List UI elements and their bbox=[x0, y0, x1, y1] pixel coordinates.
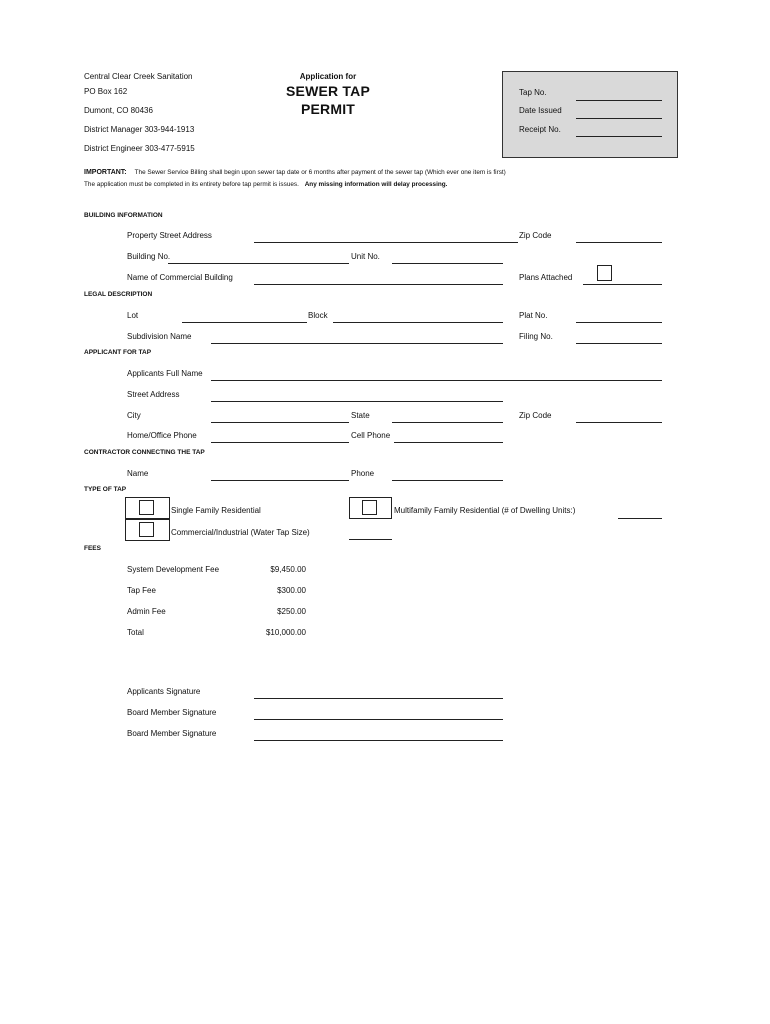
plat-no-label: Plat No. bbox=[519, 311, 548, 320]
applicant-state-label: State bbox=[351, 411, 370, 420]
legal-description-header: LEGAL DESCRIPTION bbox=[84, 291, 153, 298]
receipt-no-field[interactable] bbox=[576, 136, 662, 137]
plans-attached-label: Plans Attached bbox=[519, 273, 573, 282]
block-label: Block bbox=[308, 311, 328, 320]
applicant-header: APPLICANT FOR TAP bbox=[84, 349, 152, 356]
building-info-header: BUILDING INFORMATION bbox=[84, 212, 163, 219]
lot-field[interactable] bbox=[182, 322, 307, 323]
title-line2: PERMIT bbox=[300, 101, 356, 117]
building-no-field[interactable] bbox=[168, 263, 349, 264]
tap-no-label: Tap No. bbox=[519, 88, 547, 97]
important-text-1: The Sewer Service Billing shall begin upon sewer tap date or 6 months after payment of the sewer tap (Which ever one item is first) bbox=[134, 169, 506, 176]
cell-phone-field[interactable] bbox=[394, 442, 503, 443]
tap-no-field[interactable] bbox=[576, 100, 662, 101]
applicant-street-field[interactable] bbox=[211, 401, 503, 402]
applicant-zip-label: Zip Code bbox=[519, 411, 552, 420]
subdivision-field[interactable] bbox=[211, 343, 503, 344]
important-notice-line2 bbox=[84, 181, 447, 188]
receipt-no-label: Receipt No. bbox=[519, 125, 561, 134]
org-manager-phone: District Manager 303-944-1913 bbox=[84, 125, 195, 134]
fee-amount: $300.00 bbox=[277, 586, 306, 595]
title-pre: Application for bbox=[299, 72, 357, 81]
org-name: Central Clear Creek Sanitation bbox=[84, 72, 193, 81]
plans-attached-line bbox=[583, 284, 662, 285]
single-family-checkbox[interactable] bbox=[139, 500, 154, 515]
applicant-signature-label: Applicants Signature bbox=[127, 687, 201, 696]
fee-amount: $9,450.00 bbox=[270, 565, 306, 574]
multifamily-checkbox[interactable] bbox=[362, 500, 377, 515]
dwelling-units-field[interactable] bbox=[618, 518, 662, 519]
lot-label: Lot bbox=[127, 311, 139, 320]
board-signature-1-label: Board Member Signature bbox=[127, 708, 217, 717]
date-issued-field[interactable] bbox=[576, 118, 662, 119]
applicant-city-label: City bbox=[127, 411, 141, 420]
single-family-label: Single Family Residential bbox=[171, 506, 261, 515]
board-signature-2-field[interactable] bbox=[254, 740, 503, 741]
unit-no-label: Unit No. bbox=[351, 252, 380, 261]
water-tap-size-field[interactable] bbox=[349, 539, 392, 540]
fee-total-label: Total bbox=[127, 628, 144, 637]
fees-header: FEES bbox=[84, 545, 101, 552]
unit-no-field[interactable] bbox=[392, 263, 503, 264]
applicant-name-label: Applicants Full Name bbox=[127, 369, 203, 378]
important-label: IMPORTANT: bbox=[84, 169, 127, 176]
applicant-signature-field[interactable] bbox=[254, 698, 503, 699]
building-zip-field[interactable] bbox=[576, 242, 662, 243]
contractor-phone-field[interactable] bbox=[392, 480, 503, 481]
board-signature-1-field[interactable] bbox=[254, 719, 503, 720]
fee-label: Admin Fee bbox=[127, 607, 166, 616]
applicant-name-field[interactable] bbox=[211, 380, 662, 381]
contractor-header: CONTRACTOR CONNECTING THE TAP bbox=[84, 449, 205, 456]
filing-no-field[interactable] bbox=[576, 343, 662, 344]
fee-label: System Development Fee bbox=[127, 565, 220, 574]
commercial-building-label: Name of Commercial Building bbox=[127, 273, 233, 282]
org-po-box: PO Box 162 bbox=[84, 87, 128, 96]
home-phone-field[interactable] bbox=[211, 442, 349, 443]
commercial-building-field[interactable] bbox=[254, 284, 503, 285]
commercial-label: Commercial/Industrial (Water Tap Size) bbox=[171, 528, 310, 537]
title-line1: SEWER TAP bbox=[286, 83, 370, 99]
subdivision-label: Subdivision Name bbox=[127, 332, 192, 341]
applicant-state-field[interactable] bbox=[392, 422, 503, 423]
contractor-name-field[interactable] bbox=[211, 480, 349, 481]
org-city: Dumont, CO 80436 bbox=[84, 106, 153, 115]
date-issued-label: Date Issued bbox=[519, 106, 562, 115]
filing-no-label: Filing No. bbox=[519, 332, 553, 341]
multifamily-label: Multifamily Family Residential (# of Dwelling Units:) bbox=[394, 506, 576, 515]
plat-no-field[interactable] bbox=[576, 322, 662, 323]
block-field[interactable] bbox=[333, 322, 503, 323]
plans-attached-checkbox[interactable] bbox=[597, 265, 612, 281]
contractor-phone-label: Phone bbox=[351, 469, 375, 478]
fee-total-amount: $10,000.00 bbox=[265, 628, 306, 637]
applicant-street-label: Street Address bbox=[127, 390, 180, 399]
important-notice-line1 bbox=[84, 169, 506, 176]
important-text-bold: Any missing information will delay processing. bbox=[304, 181, 448, 188]
fee-label: Tap Fee bbox=[127, 586, 156, 595]
board-signature-2-label: Board Member Signature bbox=[127, 729, 217, 738]
property-street-field[interactable] bbox=[254, 242, 518, 243]
applicant-zip-field[interactable] bbox=[576, 422, 662, 423]
building-no-label: Building No. bbox=[127, 252, 171, 261]
fee-amount: $250.00 bbox=[277, 607, 306, 616]
tap-type-header: TYPE OF TAP bbox=[84, 486, 127, 493]
cell-phone-label: Cell Phone bbox=[351, 431, 391, 440]
org-engineer-phone: District Engineer 303-477-5915 bbox=[84, 144, 195, 153]
building-zip-label: Zip Code bbox=[519, 231, 552, 240]
property-street-label: Property Street Address bbox=[127, 231, 212, 240]
important-text-2: The application must be completed in its entirety before tap permit is issues. bbox=[84, 181, 299, 188]
contractor-name-label: Name bbox=[127, 469, 149, 478]
commercial-checkbox[interactable] bbox=[139, 522, 154, 537]
applicant-city-field[interactable] bbox=[211, 422, 349, 423]
home-phone-label: Home/Office Phone bbox=[127, 431, 197, 440]
